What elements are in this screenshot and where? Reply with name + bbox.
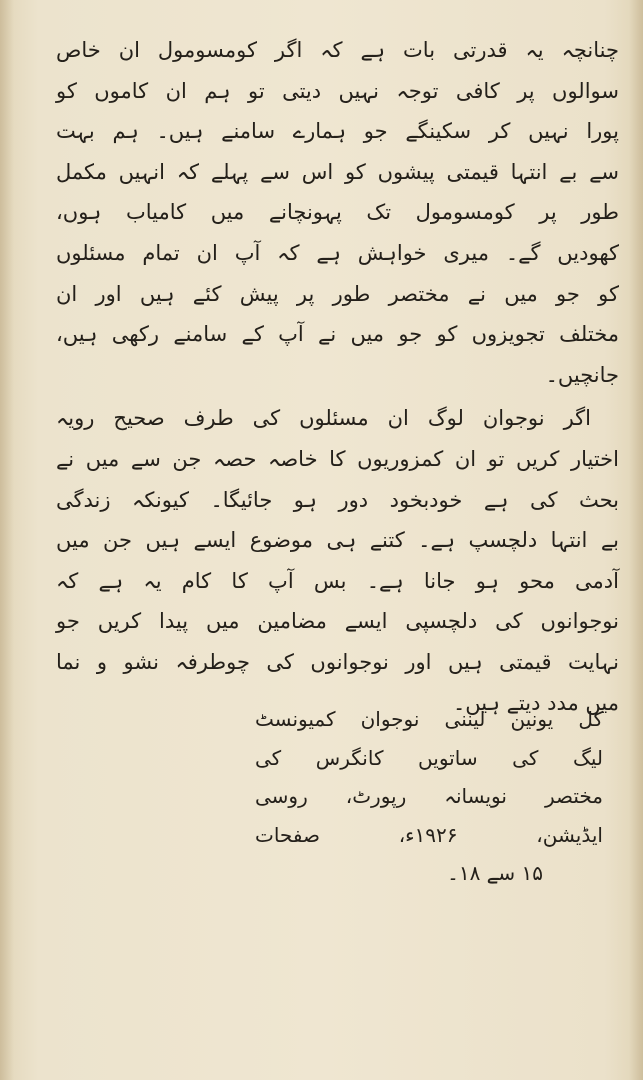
body-line: کھودیں گے۔ میری خواہش ہے کہ آپ ان تمام مسئلوں [56, 240, 619, 265]
body-line: بے انتہا دلچسپ ہے۔ کتنے ہی موضوع ایسے ہیں جن میں [56, 528, 619, 553]
body-text [56, 30, 619, 723]
body-line: آدمی محو ہو جانا ہے۔ بس آپ کا کام یہ ہے کہ [56, 568, 619, 593]
page-right-shadow [629, 0, 643, 1080]
citation-line: لیگ کی ساتویں کانگرس کی [255, 745, 603, 770]
body-line: پورا نہیں کر سکینگے جو ہمارے سامنے ہیں۔ ہم بہت [56, 119, 619, 144]
body-line: نہایت قیمتی ہیں اور نوجوانوں کی چوطرفہ نشو و نما [56, 649, 619, 674]
citation-line: ۱۵ سے ۱۸۔ [447, 861, 543, 885]
citation-block [255, 700, 603, 893]
body-line: میں مدد دیتے ہیں۔ [453, 690, 619, 715]
body-line: کو جو میں نے مختصر طور پر پیش کئے ہیں اور ان [56, 281, 619, 306]
body-line: اگر نوجوان لوگ ان مسئلوں کی طرف صحیح رویہ [56, 406, 591, 431]
citation-line: مختصر نویسانہ رپورٹ، روسی [255, 784, 603, 808]
citation-line: کل یونین لیننی نوجوان کمیونسٹ [255, 707, 603, 731]
body-line: سوالوں پر کافی توجہ نہیں دیتی تو ہم ان کاموں کو [56, 78, 619, 103]
body-line: طور پر کومسومول تک پہونچانے میں کامیاب ہوں، [56, 200, 619, 225]
citation-line: ایڈیشن، ۱۹۲۶ء، صفحات [255, 822, 603, 847]
body-line: اختیار کریں تو ان کمزوریوں کا خاصہ حصہ جن سے میں نے [56, 446, 619, 471]
page-left-shadow [0, 0, 14, 1080]
body-line: جانچیں۔ [545, 362, 619, 387]
body-line: نوجوانوں کی دلچسپی ایسے مضامین میں پیدا کریں جو [56, 609, 619, 634]
body-line: چنانچہ یہ قدرتی بات ہے کہ اگر کومسومول ان خاص [56, 38, 619, 62]
body-line: بحث کی ہے خودبخود دور ہو جائیگا۔ کیونکہ زندگی [56, 487, 619, 512]
body-line: سے بے انتہا قیمتی پیشوں کو اس سے پہلے کہ انہیں مکمل [56, 159, 619, 184]
body-line: مختلف تجویزوں کو جو میں نے آپ کے سامنے رکھی ہیں، [56, 322, 619, 347]
